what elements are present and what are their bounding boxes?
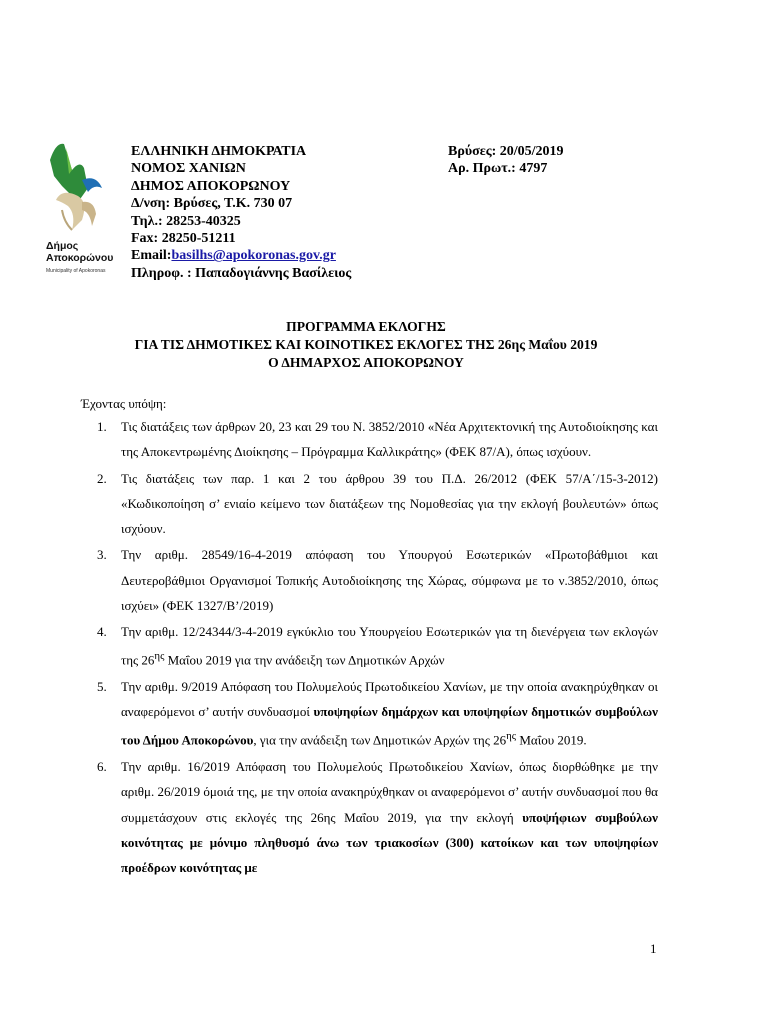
- municipality-logo: [42, 140, 122, 280]
- header-fax: Fax: 28250-51211: [131, 231, 236, 247]
- list-item: [97, 414, 658, 464]
- logo-emblem-icon: [42, 140, 122, 240]
- list-item: [97, 619, 658, 673]
- list-item-text: Την αριθμ. 16/2019 Απόφαση του Πολυμελούς Πρωτοδικείου Χανίων, όπως διορθώθηκε με την αριθμ. 26/2019 όμοιά της, με την οποία ανακηρύχθηκαν οι αναφερόμενοι σ’ αυτήν συνδυασμοί που θα συμμετάσχουν στις εκλογές της 26ης Μαΐου 2019, για την εκλογή: [121, 759, 658, 825]
- header-prefecture: ΝΟΜΟΣ ΧΑΝΙΩΝ: [131, 161, 246, 177]
- list-item: [97, 466, 658, 541]
- logo-title: [46, 240, 113, 264]
- list-item-bold-text: υποψήφιων συμβούλων κοινότητας με μόνιμο πληθυσμό άνω των τριακοσίων (300) κατοίκων και των υποψηφίων προέδρων κοινότητας με: [121, 809, 658, 875]
- logo-title-line1: Δήμος: [46, 240, 79, 252]
- title-line3: Ο ΔΗΜΑΡΧΟΣ ΑΠΟΚΟΡΩΝΟΥ: [268, 355, 464, 370]
- list-item: [97, 754, 658, 879]
- email-label: Email:: [131, 248, 172, 264]
- page-number: 1: [650, 941, 657, 956]
- ordinal-suffix: ης: [506, 730, 517, 743]
- list-item-text: Τις διατάξεις των άρθρων 20, 23 και 29 του Ν. 3852/2010 «Νέα Αρχιτεκτονική της Αυτοδιοίκησης και της Αποκεντρωμένης Διοίκησης – Πρόγραμμα Καλλικράτης» (ΦΕΚ 87/Α), όπως ισχύουν.: [121, 419, 658, 460]
- list-item-text: Τις διατάξεις των παρ. 1 και 2 του άρθρου 39 του Π.Δ. 26/2012 (ΦΕΚ 57/Α΄/15-3-2012) «Κωδικοποίηση σ’ ενιαίο κείμενο των διατάξεων της Νομοθεσίας για την εκλογή βουλευτών» όπως ισχύουν.: [121, 470, 658, 536]
- header-country: ΕΛΛΗΝΙΚΗ ΔΗΜΟΚΡΑΤΙΑ: [131, 144, 307, 159]
- header-municipality: ΔΗΜΟΣ ΑΠΟΚΟΡΩΝΟΥ: [131, 178, 291, 194]
- list-item-text: , για την ανάδειξη των Δημοτικών Αρχών της 26: [253, 732, 507, 748]
- ordinal-suffix: ης: [154, 650, 165, 663]
- header-sender-block: [131, 143, 351, 282]
- list-item: [97, 674, 658, 753]
- list-item-number: 3.: [97, 547, 107, 563]
- header-phone: Τηλ.: 28253-40325: [131, 213, 241, 229]
- list-item-text: Την αριθμ. 12/24344/3-4-2019 εγκύκλιο του Υπουργείου Εσωτερικών για τη διενέργεια των εκλογών της 26: [121, 624, 658, 668]
- logo-title-line2: Αποκορώνου: [46, 252, 114, 264]
- list-item-text: Την αριθμ. 9/2019 Απόφαση του Πολυμελούς Πρωτοδικείου Χανίων, με την οποία ανακηρύχθηκαν οι αναφερόμενοι σ’ αυτήν συνδυασμοί: [121, 679, 658, 720]
- list-item: [97, 542, 658, 617]
- header-info-contact: Πληροφ. : Παπαδογιάννης Βασίλειος: [131, 265, 352, 281]
- header-email-row: [131, 247, 351, 264]
- title-line2: ΓΙΑ ΤΙΣ ΔΗΜΟΤΙΚΕΣ ΚΑΙ ΚΟΙΝΟΤΙΚΕΣ ΕΚΛΟΓΕΣ ΤΗΣ 26ης Μαΐου 2019: [134, 337, 598, 352]
- email-link[interactable]: basilhs@apokoronas.gov.gr: [171, 248, 336, 264]
- list-item-number: 1.: [97, 419, 107, 434]
- header-date-block: [448, 143, 564, 178]
- protocol-number: Αρ. Πρωτ.: 4797: [448, 161, 548, 177]
- document-title: [0, 318, 732, 372]
- list-item-number: 4.: [97, 624, 107, 640]
- list-item-number: 6.: [97, 759, 107, 775]
- list-item-bold-text: υποψηφίων δημάρχων και υποψηφίων δημοτικών συμβούλων του Δήμου Αποκορώνου: [121, 704, 658, 748]
- logo-subtitle: Municipality of Apokoronas: [46, 268, 106, 274]
- intro-text: Έχοντας υπόψη:: [81, 396, 167, 411]
- considerations-list: [97, 414, 658, 881]
- document-date: Βρύσες: 20/05/2019: [448, 144, 564, 159]
- list-item-number: 2.: [97, 470, 107, 486]
- title-line1: ΠΡΟΓΡΑΜΜΑ ΕΚΛΟΓΗΣ: [286, 319, 446, 334]
- list-item-text: Μαΐου 2019.: [516, 732, 587, 748]
- list-item-number: 5.: [97, 679, 107, 695]
- header-address: Δ/νση: Βρύσες, Τ.Κ. 730 07: [131, 196, 293, 212]
- list-item-text: Την αριθμ. 28549/16-4-2019 απόφαση του Υπουργού Εσωτερικών «Πρωτοβάθμιοι και Δευτεροβάθμιοι Οργανισμοί Τοπικής Αυτοδιοίκησης της Χώρας, σύμφωνα με το ν.3852/2010, όπως ισχύει» (ΦΕΚ 1327/Β’/2019): [121, 547, 658, 613]
- list-item-text: Μαΐου 2019 για την ανάδειξη των Δημοτικών Αρχών: [164, 652, 445, 668]
